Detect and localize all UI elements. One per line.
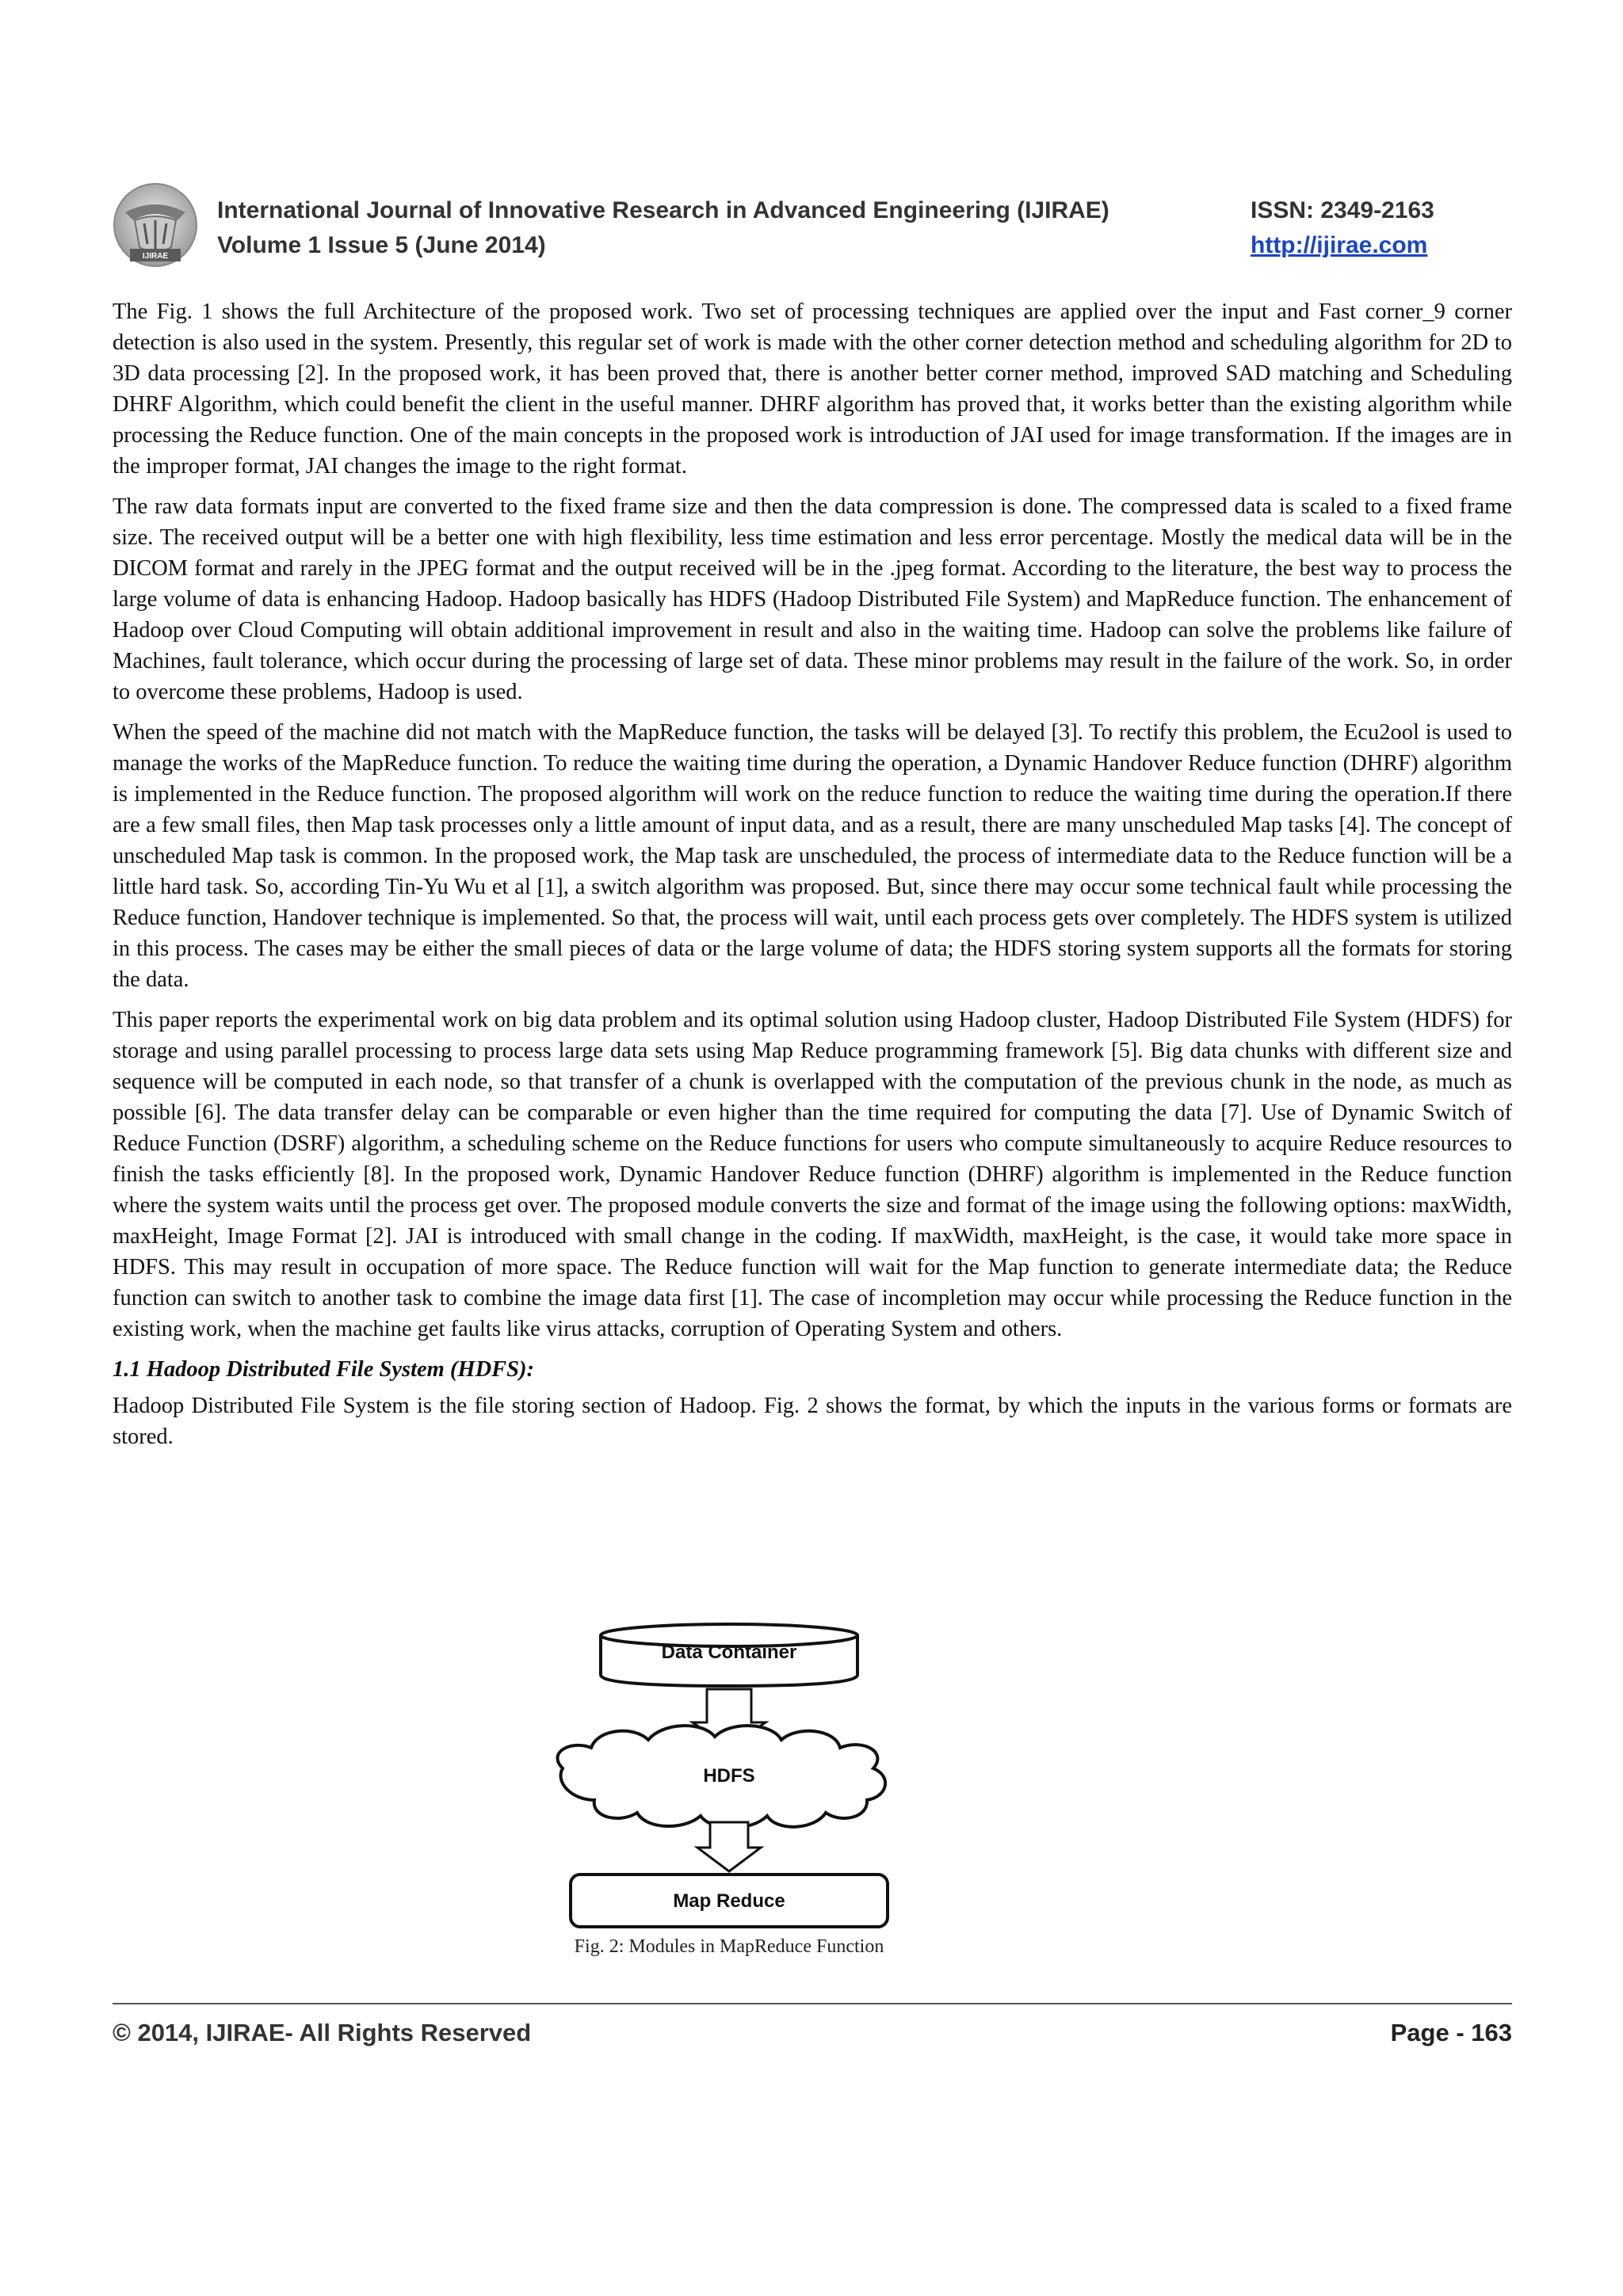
- footer-divider: [113, 2003, 1512, 2004]
- section-heading: 1.1 Hadoop Distributed File System (HDFS):: [113, 1357, 535, 1382]
- journal-volume: Volume 1 Issue 5 (June 2014): [217, 232, 546, 258]
- figure-mapreduce-modules: [515, 1613, 943, 1978]
- journal-meta: [1251, 193, 1434, 263]
- journal-logo: [111, 181, 200, 269]
- journal-url-link[interactable]: http://ijirae.com: [1251, 232, 1428, 258]
- figure-caption: Fig. 2: Modules in MapReduce Function: [574, 1936, 884, 1957]
- section-paragraph: Hadoop Distributed File System is the file storing section of Hadoop. Fig. 2 shows the format, by which the inputs in the various forms or formats are stored.: [113, 1394, 1512, 1449]
- node-hdfs: HDFS: [703, 1765, 755, 1787]
- article-body: [113, 296, 1512, 1462]
- logo-emblem-icon: [111, 181, 200, 269]
- body-paragraph: When the speed of the machine did not match with the MapReduce function, the tasks will be delayed [3]. To rectify this problem, the Ecu2ool is used to manage the works of the MapReduce function. To reduce the waiting time during the operation, a Dynamic Handover Reduce function (DHRF) algorithm is implemented in the Reduce function. The proposed algorithm will work on the reduce function to reduce the waiting time during the operation.If there are a few small files, then Map task processes only a little amount of input data, and as a result, there are many unscheduled Map tasks [4]. The concept of unscheduled Map task is common. In the proposed work, the Map task are unscheduled, the process of intermediate data to the Reduce function will be a little hard task. So, according Tin-Yu Wu et al [1], a switch algorithm was proposed. But, since there may occur some technical fault while processing the Reduce function, Handover technique is implemented. So that, the process will wait, until each process gets over completely. The HDFS system is utilized in this process. The cases may be either the small pieces of data or the large volume of data; the HDFS storing system supports all the formats for storing the data.: [113, 720, 1512, 992]
- body-paragraph: This paper reports the experimental work on big data problem and its optimal solution using Hadoop cluster, Hadoop Distributed File System (HDFS) for storage and using parallel processing to process large data sets using Map Reduce programming framework [5]. Big data chunks with different size and sequence will be computed in each node, so that transfer of a chunk is overlapped with the computation of the previous chunk in the node, as much as possible [6]. The data transfer delay can be comparable or even higher than the time required for computing the data [7]. Use of Dynamic Switch of Reduce Function (DSRF) algorithm, a scheduling scheme on the Reduce functions for users who compute simultaneously to acquire Reduce resources to finish the tasks efficiently [8]. In the proposed work, Dynamic Handover Reduce function (DHRF) algorithm is implemented in the Reduce function where the system waits until the process get over. The proposed module converts the size and format of the image using the following options: maxWidth, maxHeight, Image Format [2]. JAI is introduced with small change in the coding. If maxWidth, maxHeight, is the case, it would take more space in HDFS. This may result in occupation of more space. The Reduce function will wait for the Map function to generate intermediate data; the Reduce function can switch to another task to combine the image data first [1]. The case of incompletion may occur while processing the Reduce function in the existing work, when the machine get faults like virus attacks, corruption of Operating System and others.: [113, 1008, 1512, 1341]
- node-data-container: Data Container: [661, 1642, 797, 1663]
- journal-issn: ISSN: 2349-2163: [1251, 197, 1434, 223]
- node-map-reduce: Map Reduce: [673, 1890, 785, 1912]
- journal-title: International Journal of Innovative Research in Advanced Engineering (IJIRAE): [217, 197, 1109, 223]
- page-number: Page - 163: [1390, 2019, 1512, 2046]
- body-paragraph: The raw data formats input are converted to the fixed frame size and then the data compression is done. The compressed data is scaled to a fixed frame size. The received output will be a better one with high flexibility, less time estimation and less error percentage. Mostly the medical data will be in the DICOM format and rarely in the JPEG format and the output received will be in the .jpeg format. According to the literature, the best way to process the large volume of data is enhancing Hadoop. Hadoop basically has HDFS (Hadoop Distributed File System) and MapReduce function. The enhancement of Hadoop over Cloud Computing will obtain additional improvement in result and also in the waiting time. Hadoop can solve the problems like failure of Machines, fault tolerance, which occur during the processing of large set of data. These minor problems may result in the failure of the work. So, in order to overcome these problems, Hadoop is used.: [113, 494, 1512, 704]
- footer-copyright: © 2014, IJIRAE- All Rights Reserved: [113, 2019, 532, 2046]
- logo-text: IJIRAE: [142, 252, 169, 261]
- body-paragraph: The Fig. 1 shows the full Architecture of the proposed work. Two set of processing techniques are applied over the input and Fast corner_9 corner detection is also used in the system. Presently, this regular set of work is made with the other corner detection method and scheduling algorithm for 2D to 3D data processing [2]. In the proposed work, it has been proved that, there is another better corner method, improved SAD matching and Scheduling DHRF Algorithm, which could benefit the client in the useful manner. DHRF algorithm has proved that, it works better than the existing algorithm while processing the Reduce function. One of the main concepts in the proposed work is introduction of JAI used for image transformation. If the images are in the improper format, JAI changes the image to the right format.: [113, 299, 1512, 479]
- arrow-down-icon: [697, 1822, 761, 1871]
- journal-header: [217, 193, 1109, 263]
